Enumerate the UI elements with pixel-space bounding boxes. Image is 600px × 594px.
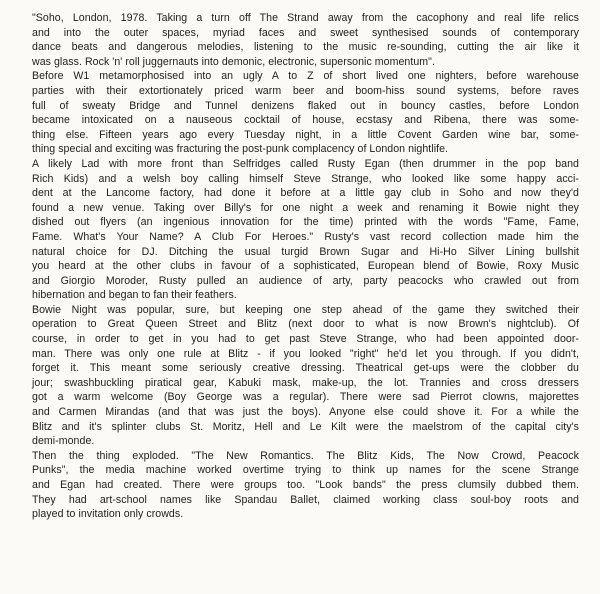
text-line: and Egan had created. There were groups too. "Look bands" the press clumsily dubbed them. [32, 479, 579, 491]
text-line: played to invitation only crowds. [32, 508, 184, 521]
text-line: got a warm welcome (Boy George was a regular). There were sad Pierrot clowns, majorettes [32, 391, 579, 404]
text-line: thing special and exciting was fracturing the post-punk complacency of London nightlife. [32, 143, 449, 156]
text-line: full of sweaty Bridge and Tunnel denizens flaked out in bouncy castles, before London [32, 99, 579, 112]
text-line: thing else. Fifteen years ago every Tuesday night, in a little Covent Garden wine bar, some- [32, 128, 579, 141]
text-line: Bowie Night was popular, sure, but keeping one step ahead of the game they switched their [32, 303, 579, 316]
article-body [32, 11, 579, 522]
text-line: found a new venue. Taking over Billy's for one night a week and renaming it Bowie night they [32, 201, 579, 214]
article-paragraph [32, 449, 579, 522]
text-line: and into the outer spaces, myriad faces and sweet synthesised sounds of contemporary [32, 26, 579, 39]
text-line: became intoxicated on a nauseous cocktail of house, ecstasy and Ribena, there was some- [32, 114, 579, 127]
article-paragraph [32, 303, 579, 449]
article-paragraph [32, 11, 579, 69]
text-line: demi-monde. [32, 435, 95, 448]
article-paragraph [32, 157, 579, 303]
text-line: jour; swashbuckling piratical gear, Kabuki mask, make-up, the lot. Trannies and cross dressers [32, 376, 579, 389]
text-line: you heard at the other clubs in favour of a sophisticated, European blend of Bowie, Roxy Music [32, 260, 579, 273]
text-line: and Giorgio Moroder, Rusty pulled an audience of arty, party peacocks who crawled out from [32, 274, 579, 287]
text-line: natural choice for DJ. Ditching the usual turgid Brown Sugar and Hi-Ho Silver Lining bullshit [32, 245, 579, 258]
text-line: A likely Lad with more front than Selfridges called Rusty Egan (then drummer in the pop band [32, 157, 579, 170]
article-paragraph [32, 69, 579, 157]
text-line: Punks", the media machine worked overtime trying to think up names for the scene Strange [32, 464, 579, 477]
text-line: Then the thing exploded. "The New Romantics. The Blitz Kids, The Now Crowd, Peacock [32, 449, 579, 462]
text-line: "Soho, London, 1978. Taking a turn off The Strand away from the cacophony and real life relics [32, 12, 579, 24]
text-line: dance beats and dangerous melodies, listening to the music re-sounding, cutting the air like it [32, 41, 579, 54]
text-line: They had art-school names like Spandau Ballet, claimed working class soul-boy roots and [32, 493, 579, 506]
text-line: dished out flyers (an ingenious innovation for the time) printed with the words "Fame, Fame, [32, 216, 579, 229]
text-line: dent at the Lancome factory, had done it before at a little gay club in Soho and now they'd [32, 187, 579, 200]
text-line: Rich Kids) and a welsh boy calling himself Steve Strange, who looked like some happy acci- [32, 172, 579, 185]
text-line: course, in order to get in you had to get past Steve Strange, who had been appointed door- [32, 333, 579, 346]
text-line: Before W1 metamorphosised into an ugly A to Z of short lived one nighters, before warehouse [32, 70, 579, 83]
text-line: Fame. What's Your Name? A Club For Heroes." Rusty's vast record collection made him the [32, 230, 579, 243]
text-line: man. There was only one rule at Blitz - if you looked "right" he'd let you through. If you didn't, [32, 347, 579, 360]
text-line: Blitz and it's splinter clubs St. Moritz, Hell and Le Kilt were the maelstrom of the capital city's [32, 420, 579, 433]
text-line: hibernation and began to fan their feathers. [32, 289, 237, 302]
text-line: operation to Great Queen Street and Blitz (next door to what is now Brown's nightclub). Of [32, 318, 579, 331]
text-line: and Carmen Mirandas (and that was just the boys). Anyone else could shove it. For a while the [32, 406, 579, 419]
text-line: forget it. This meant some seriously creative dressing. Theatrical get-ups were the clobber du [32, 362, 579, 375]
text-line: was glass. Rock 'n' roll juggernauts into demonic, electronic, supersonic momentum". [32, 55, 435, 68]
text-line: parties with their extortionately priced warm beer and boom-hiss sound systems, before raves [32, 84, 579, 97]
